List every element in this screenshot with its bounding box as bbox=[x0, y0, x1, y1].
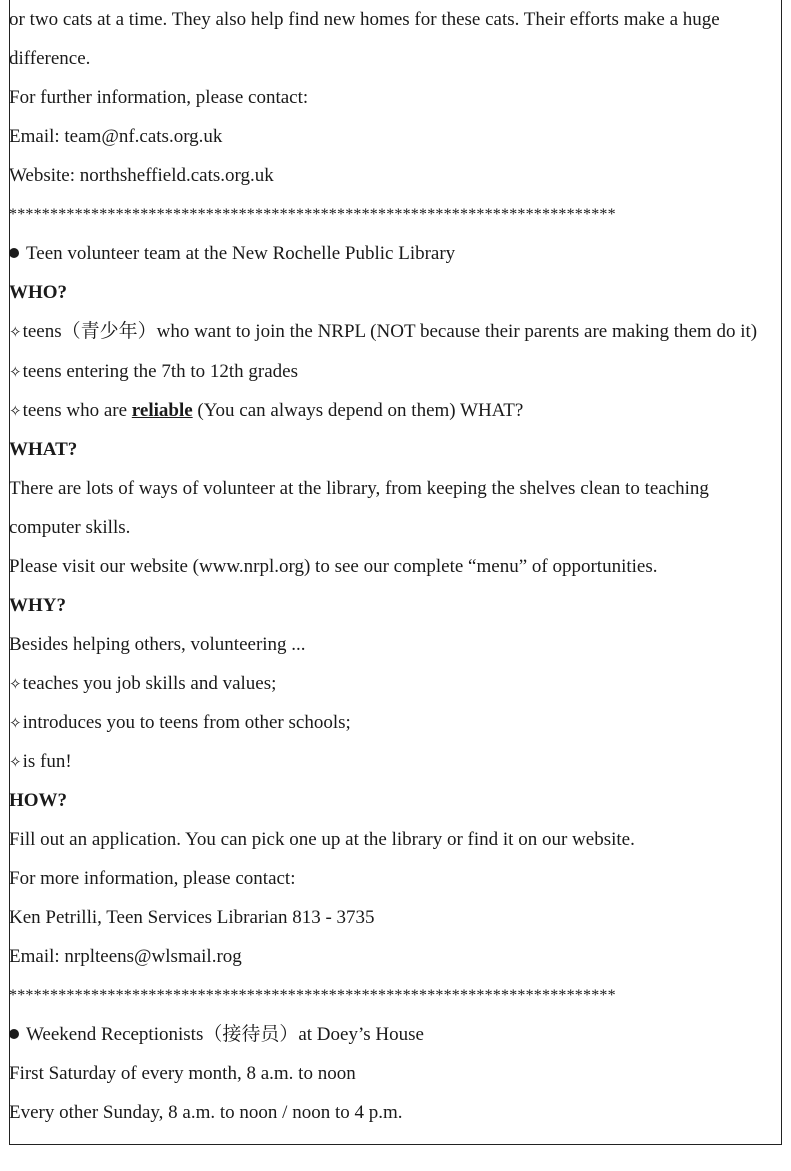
library-contact-name: Ken Petrilli, Teen Services Librarian 813 - 3735 bbox=[9, 907, 375, 928]
why-intro: Besides helping others, volunteering ... bbox=[9, 634, 306, 655]
who-item-3-suffix: (You can always depend on them) WHAT? bbox=[192, 400, 524, 421]
cats-text-line-1: or two cats at a time. They also help find new homes for these cats. Their efforts make a huge bbox=[9, 9, 720, 30]
how-heading: HOW? bbox=[9, 790, 68, 811]
who-item-3 bbox=[9, 391, 774, 430]
why-item-1 bbox=[9, 664, 774, 703]
reliable-word: reliable bbox=[131, 400, 193, 421]
four-pointed-star-icon: ✧ bbox=[9, 753, 22, 771]
receptionist-title-line bbox=[9, 1015, 774, 1054]
separator-1: ************************************************************************** bbox=[9, 206, 616, 223]
library-title: Teen volunteer team at the New Rochelle Public Library bbox=[26, 243, 456, 264]
how-line-1: Fill out an application. You can pick one up at the library or find it on our website. bbox=[9, 829, 635, 850]
why-item-1-text: teaches you job skills and values; bbox=[22, 673, 277, 694]
what-heading: WHAT? bbox=[9, 439, 78, 460]
four-pointed-star-icon: ✧ bbox=[9, 714, 22, 732]
cats-contact-intro: For further information, please contact: bbox=[9, 87, 309, 108]
who-item-2 bbox=[9, 352, 774, 391]
why-item-3-text: is fun! bbox=[22, 751, 72, 772]
bullet-dot-icon bbox=[9, 1029, 19, 1039]
who-item-1 bbox=[9, 312, 774, 352]
who-item-1-text: teens（青少年）who want to join the NRPL (NOT because their parents are making them do it) bbox=[22, 321, 758, 342]
receptionist-line-1: First Saturday of every month, 8 a.m. to noon bbox=[9, 1063, 356, 1084]
what-line-2: computer skills. bbox=[9, 517, 131, 538]
why-item-2 bbox=[9, 703, 774, 742]
separator-2: ************************************************************************** bbox=[9, 987, 616, 1004]
bullet-dot-icon bbox=[9, 248, 19, 258]
four-pointed-star-icon: ✧ bbox=[9, 402, 22, 420]
cats-website: Website: northsheffield.cats.org.uk bbox=[9, 165, 274, 186]
what-line-3: Please visit our website (www.nrpl.org) to see our complete “menu” of opportunities. bbox=[9, 556, 658, 577]
four-pointed-star-icon: ✧ bbox=[9, 363, 22, 381]
who-item-2-text: teens entering the 7th to 12th grades bbox=[22, 361, 299, 382]
what-line-1: There are lots of ways of volunteer at the library, from keeping the shelves clean to teaching bbox=[9, 478, 709, 499]
cats-text-line-2: difference. bbox=[9, 48, 91, 69]
library-email: Email: nrplteens@wlsmail.rog bbox=[9, 946, 242, 967]
receptionist-line-2: Every other Sunday, 8 a.m. to noon / noon to 4 p.m. bbox=[9, 1102, 403, 1123]
library-title-line bbox=[9, 234, 774, 273]
who-item-3-prefix: teens who are bbox=[22, 400, 132, 421]
receptionist-title: Weekend Receptionists（接待员）at Doey’s House bbox=[26, 1024, 424, 1045]
who-heading: WHO? bbox=[9, 282, 68, 303]
library-contact-intro: For more information, please contact: bbox=[9, 868, 296, 889]
why-item-3 bbox=[9, 742, 774, 781]
cats-email: Email: team@nf.cats.org.uk bbox=[9, 126, 223, 147]
why-heading: WHY? bbox=[9, 595, 66, 616]
four-pointed-star-icon: ✧ bbox=[9, 675, 22, 693]
why-item-2-text: introduces you to teens from other schools; bbox=[22, 712, 351, 733]
four-pointed-star-icon: ✧ bbox=[9, 323, 22, 341]
document-content bbox=[9, 0, 774, 1132]
